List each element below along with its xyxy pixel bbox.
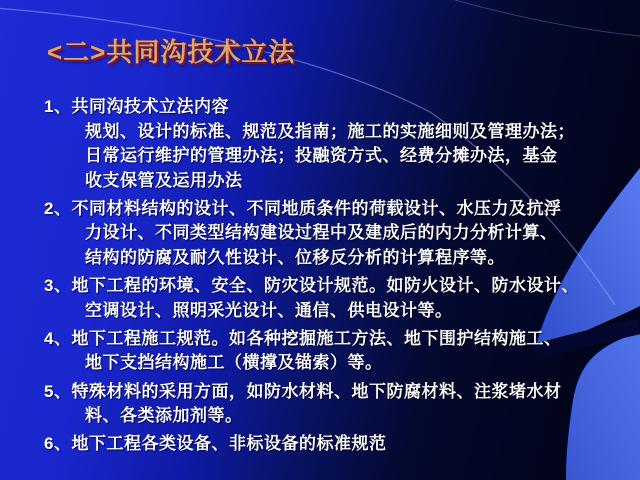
body-line-continuation: 日常运行维护的管理办法；投融资方式、经费分摊办法，基金 xyxy=(85,146,558,166)
body-line-continuation: 规划、设计的标准、规范及指南；施工的实施细则及管理办法； xyxy=(85,121,575,141)
slide-title: <二>共同沟技术立法 xyxy=(47,37,296,67)
body-line-continuation: 收支保管及运用办法 xyxy=(85,170,243,190)
body-line-item: 5、特殊材料的采用方面，如防水材料、地下防腐材料、注浆堵水材 xyxy=(44,381,562,401)
body-line-item: 4、地下工程施工规范。如各种挖掘施工方法、地下围护结构施工、 xyxy=(44,328,562,348)
body-line-continuation: 料、各类添加剂等。 xyxy=(85,406,243,426)
body-line-item: 2、不同材料结构的设计、不同地质条件的荷载设计、水压力及抗浮 xyxy=(44,198,562,218)
body-line-continuation: 空调设计、照明采光设计、通信、供电设计等。 xyxy=(85,300,453,320)
body-line-item: 3、地下工程的环境、安全、防灾设计规范。如防火设计、防水设计、 xyxy=(44,276,579,296)
body-line-continuation: 地下支挡结构施工（横撑及锚索）等。 xyxy=(85,353,383,373)
body-line-item: 1、共同沟技术立法内容 xyxy=(44,97,229,116)
body-line-item: 6、地下工程各类设备、非标设备的标准规范 xyxy=(44,434,387,454)
body-line-continuation: 力设计、不同类型结构建设过程中及建成后的内力分析计算、 xyxy=(85,223,558,243)
slide-body xyxy=(44,95,626,457)
body-line-continuation: 结构的防腐及耐久性设计、位移反分析的计算程序等。 xyxy=(85,248,505,268)
